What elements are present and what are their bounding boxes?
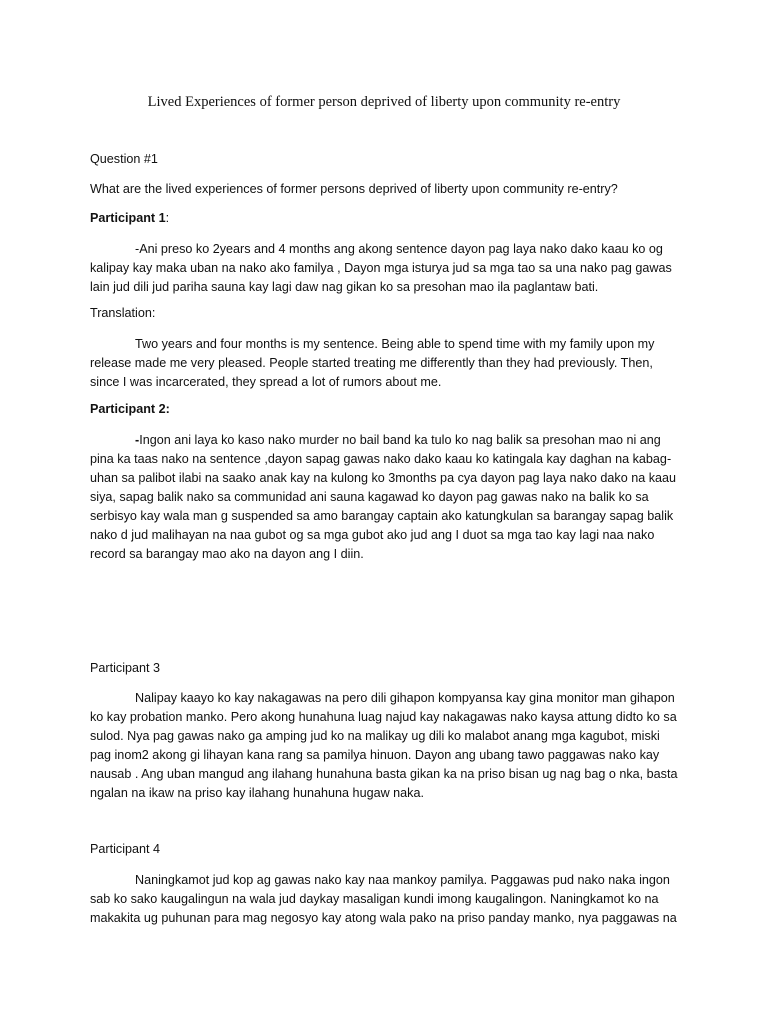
participant-2-label: Participant 2:: [90, 402, 170, 416]
response-line: record sa barangay mao ako na dayon ang I diin.: [90, 547, 364, 561]
response-line: lain jud dili jud pariha sauna kay lagi daw nag gikan ko sa presohan mao ila paglantaw bati.: [90, 280, 599, 294]
response-dash: -: [135, 433, 140, 447]
participant-4-label: Participant 4: [90, 842, 161, 856]
participant-1-response: [90, 240, 680, 297]
response-line: makakita ug puhunan para mag negosyo kay atong wala pako na priso panday manko, nya paggawas na: [90, 911, 677, 925]
translation-line: release made me very pleased. People started treating me differently than they had previously. Then,: [90, 356, 653, 370]
participant-1-heading: [90, 211, 169, 225]
document-title: Lived Experiences of former person deprived of liberty upon community re-entry: [147, 94, 621, 110]
response-line: uhan sa palibot ilabi na saako anak kay na kulong ko 3months pa cya dayon pag laya nako dako na kaau: [90, 471, 677, 485]
response-line: kalipay kay maka uban na nako ako familya , Dayon mga isturya jud sa mga tao sa una nako pag gawas: [90, 261, 672, 275]
response-line: nako d jud malihayan na naa gubot og sa mga gubot ako jud ang I duot sa mga tao kay lagi naa nako: [90, 528, 655, 542]
response-line: pag inom2 akong gi lihayan kana rang sa pamilya hinuon. Dayon ang ubang tawo paggawas nako kay: [90, 748, 660, 762]
response-line: serbisyo kay wala man g suspended sa amo barangay captain ako katungkulan sa barangay sapag balik: [90, 509, 674, 523]
response-line: ko kay probation manko. Pero akong hunahuna luag najud kay nakagawas nako kaysa attung didto ko sa: [90, 710, 677, 724]
question-text: What are the lived experiences of former persons deprived of liberty upon community re-entry?: [90, 182, 618, 196]
participant-2-response: [90, 431, 680, 564]
participant-3-label: Participant 3: [90, 661, 161, 675]
response-line: sulod. Nya pag gawas nako ga amping jud ko na malikay ug dili ko malabot anang mga kagubot, miski: [90, 729, 660, 743]
participant-1-translation-label: Translation:: [90, 306, 156, 320]
response-line: pina ka taas nako na sentence ,dayon sapag gawas nako dako kaau ko katingala kay daghan na kabag-: [90, 452, 672, 466]
response-line: siya, sapag balik nako sa communidad ani sauna kagawad ko dayon pag gawas nako na balik ko sa: [90, 490, 649, 504]
response-line: [90, 431, 680, 450]
response-line-text: Ingon ani laya ko kaso nako murder no bail band ka tulo ko nag balik sa presohan mao ni ang: [139, 433, 661, 447]
response-line: Naningkamot jud kop ag gawas nako kay naa mankoy pamilya. Paggawas pud nako naka ingon: [135, 873, 670, 887]
translation-line: Two years and four months is my sentence. Being able to spend time with my family upon my: [135, 337, 655, 351]
participant-1-label: Participant 1: [90, 211, 166, 225]
response-line: nausab . Ang uban mangud ang ilahang hunahuna basta gikan ka na priso bisan ug nag bag o nka, basta: [90, 767, 678, 781]
participant-1-translation: [90, 335, 680, 392]
participant-1-label-suffix: :: [165, 211, 170, 225]
response-line: sab ko sako kaugalingun na wala jud daykay masaligan kundi imong kaugalingon. Naningkamot ko na: [90, 892, 659, 906]
question-label: Question #1: [90, 152, 158, 166]
response-line: ngalan na ikaw na priso kay ilahang hunahuna hugaw naka.: [90, 786, 424, 800]
translation-line: since I was incarcerated, they spread a lot of rumors about me.: [90, 375, 442, 389]
participant-4-response: [90, 871, 680, 928]
response-line: Nalipay kaayo ko kay nakagawas na pero dili gihapon kompyansa kay gina monitor man gihapon: [135, 691, 675, 705]
participant-3-response: [90, 689, 680, 803]
response-line: -Ani preso ko 2years and 4 months ang akong sentence dayon pag laya nako dako kaau ko og: [135, 242, 663, 256]
